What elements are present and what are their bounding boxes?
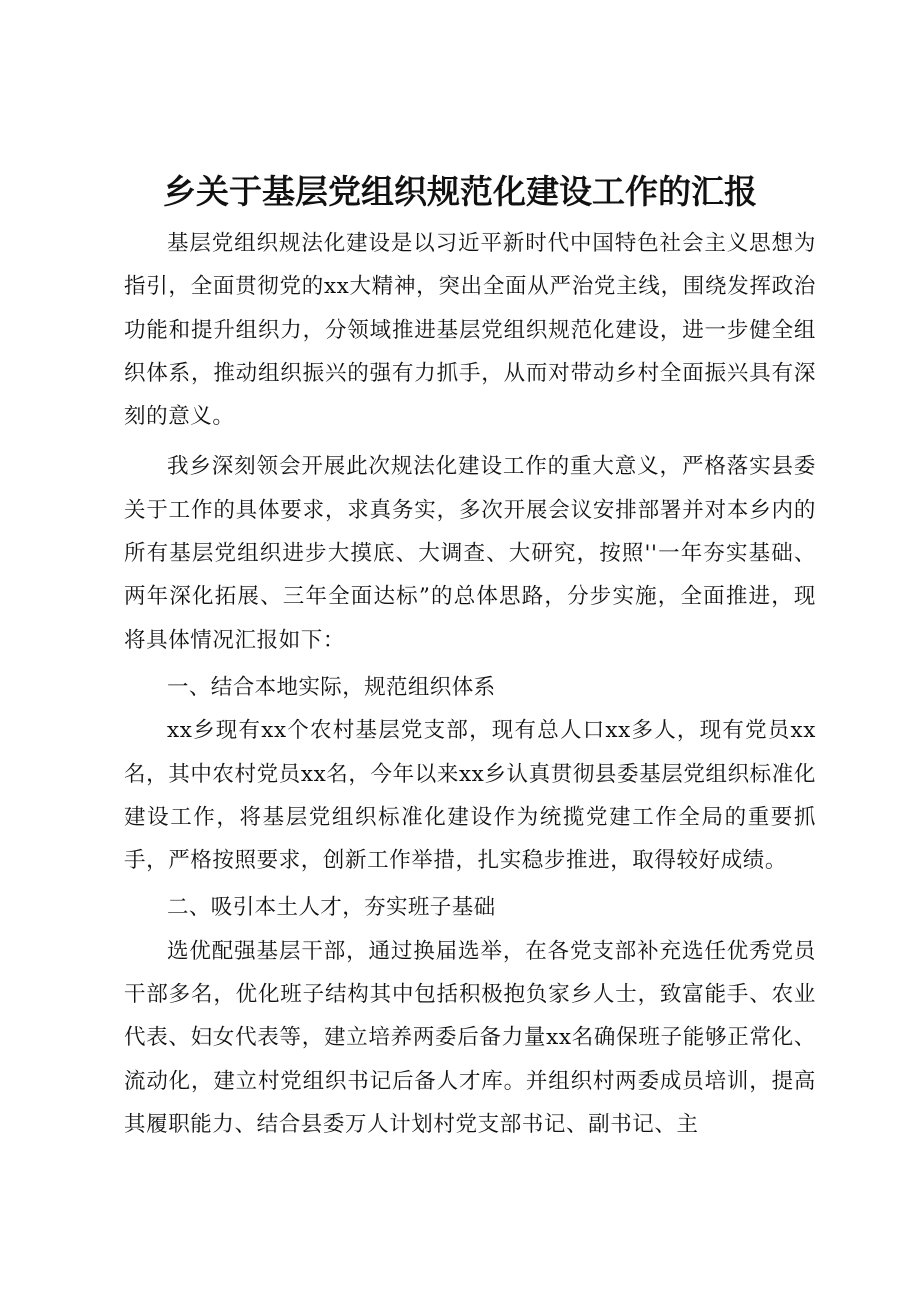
section-1-paragraph: xx乡现有xx个农村基层党支部，现有总人口xx多人，现有党员xx名，其中农村党员xx名，今年以来xx乡认真贯彻县委基层党组织标准化建设工作，将基层党组织标准化建设作为统揽党建工作全局的重要抓手，严格按照要求，创新工作举措，扎实稳步推进，取得较好成绩。 [124,718,816,874]
document-title: 乡关于基层党组织规范化建设工作的汇报 [163,172,757,211]
section-1-heading: 一、结合本地实际，规范组织体系 [167,674,496,700]
section-2-paragraph: 选优配强基层干部，通过换届选举，在各党支部补充选任优秀党员干部多名，优化班子结构其中包括积极抱负家乡人士，致富能手、农业代表、妇女代表等，建立培养两委后备力量xx名确保班子能够正常化、流动化，建立村党组织书记后备人才库。并组织村两委成员培训，提高其履职能力、结合县委万人计划村党支部书记、副书记、主 [124,938,816,1137]
section-2-heading: 二、吸引本土人才，夯实班子基础 [167,895,496,921]
document-body [124,222,816,1146]
intro-paragraph: 基层党组织规法化建设是以习近平新时代中国特色社会主义思想为指引，全面贯彻党的xx大精神，突出全面从严治党主线，围绕发挥政治功能和提升组织力，分领域推进基层党组织规范化建设，进一步健全组织体系，推动组织振兴的强有力抓手，从而对带动乡村全面振兴具有深刻的意义。 [124,231,816,430]
overview-paragraph: 我乡深刻领会开展此次规法化建设工作的重大意义，严格落实县委关于工作的具体要求，求真务实，多次开展会议安排部署并对本乡内的所有基层党组织进步大摸底、大调查、大研究，按照''一年夯实基础、两年深化拓展、三年全面达标”的总体思路，分步实施，全面推进，现将具体情况汇报如下： [124,454,816,653]
